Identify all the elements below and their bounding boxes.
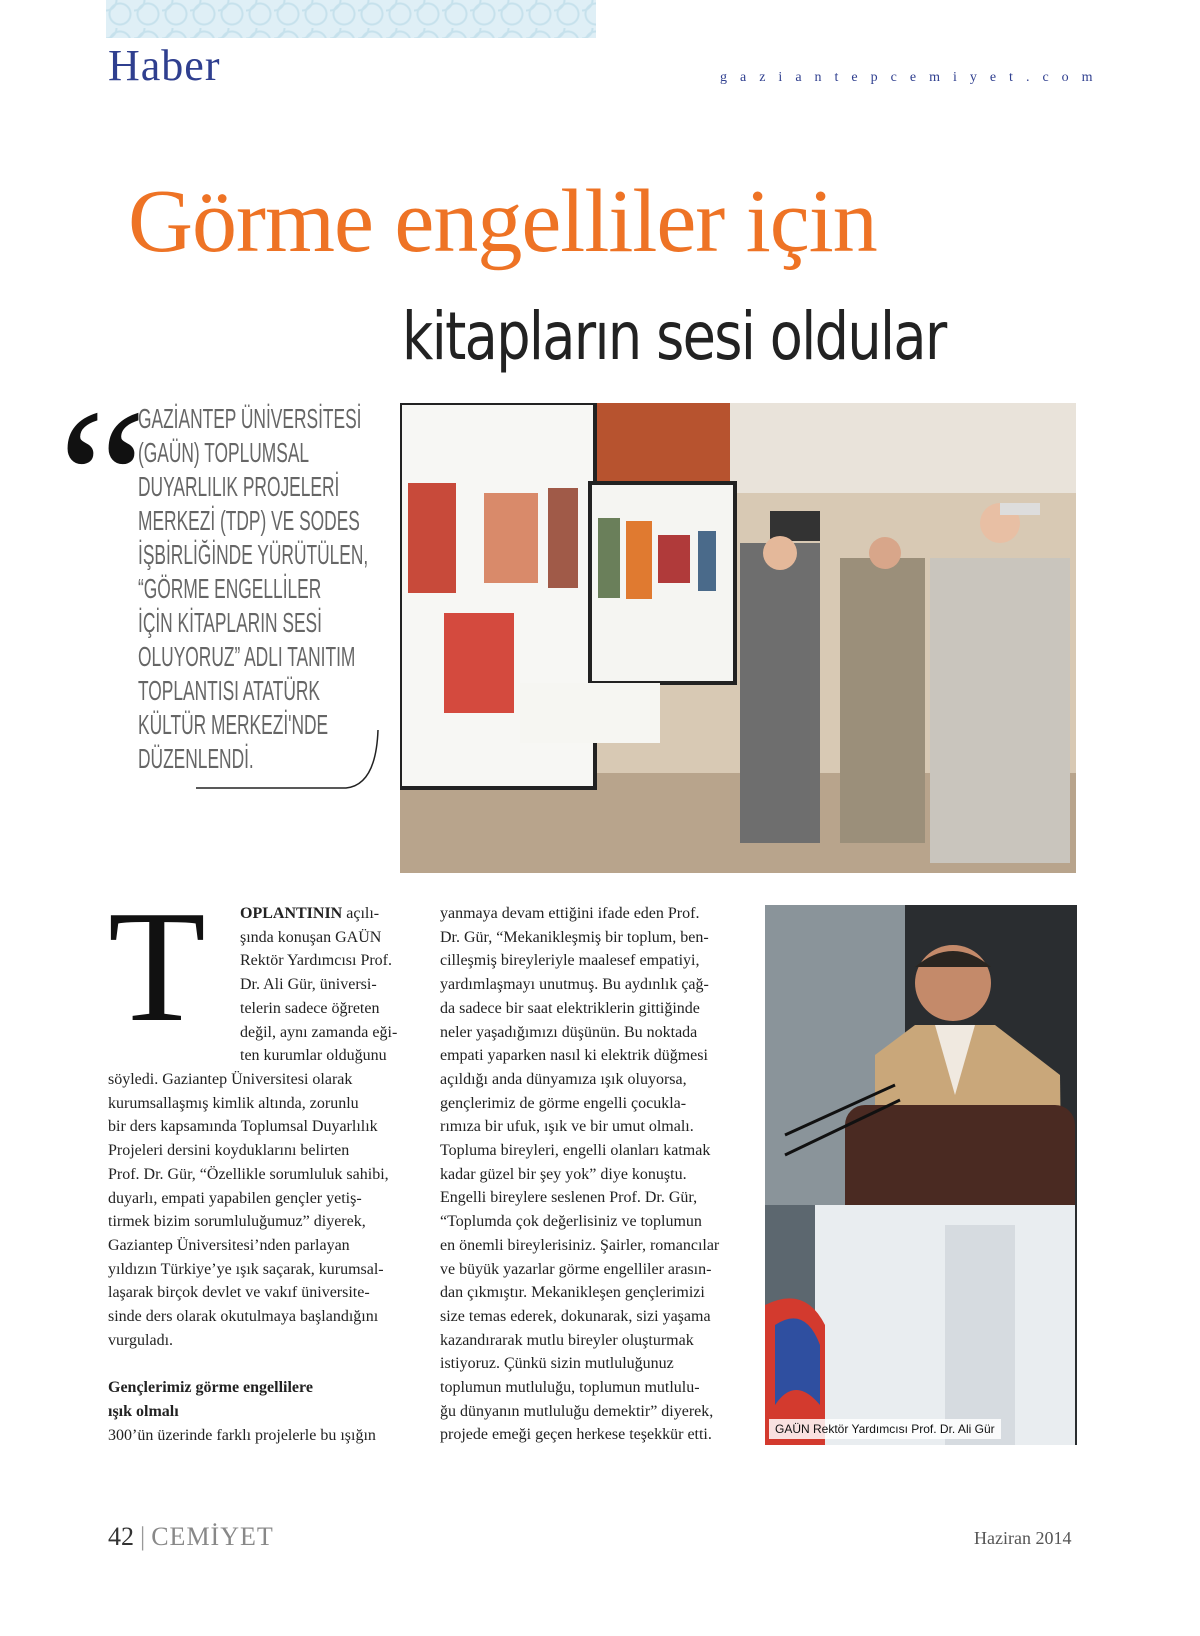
headline: Görme engelliler için [128, 172, 877, 271]
article-line: değil, aynı zamanda eği- [240, 1023, 398, 1041]
article-line: size temas ederek, dokunarak, sizi yaşama [440, 1307, 711, 1325]
subheadline: kitapların sesi oldular [402, 298, 946, 375]
article-line: şında konuşan GAÜN [240, 928, 382, 946]
intro-line: “GÖRME ENGELLİLER [138, 573, 322, 604]
article-line: en önemli bireylerisiniz. Şairler, romancılar [440, 1236, 720, 1254]
article-line: Dr. Gür, “Mekanikleşmiş bir toplum, ben- [440, 928, 709, 946]
article-line: Gaziantep Üniversitesi’nden parlayan [108, 1236, 350, 1254]
intro-line: TOPLANTISI ATATÜRK [138, 675, 320, 706]
article-line: vurguladı. [108, 1331, 174, 1349]
article-line: cilleşmiş bireyleriyle maalesef empatiyi, [440, 952, 700, 970]
article-line: Dr. Ali Gür, üniversi- [240, 976, 377, 994]
header-pattern [106, 0, 596, 38]
article-line: bir ders kapsamında Toplumsal Duyarlılık [108, 1118, 378, 1136]
article-line: açıldığı anda dünyamıza ışık oluyorsa, [440, 1070, 687, 1088]
article-line: Engelli bireylere seslenen Prof. Dr. Gür, [440, 1189, 698, 1207]
site-url[interactable]: gaziantepcemiyet.com [720, 70, 1106, 85]
intro-line: DUYARLILIK PROJELERİ [138, 471, 340, 502]
footer-page [108, 1522, 274, 1552]
article-line: ğu dünyanın mutluluğu demektir” diyerek, [440, 1402, 714, 1420]
speaker-photo [765, 905, 1077, 1445]
article-line: toplumun mutluluğu, toplumun mutlulu- [440, 1379, 700, 1397]
article-line: yıldızın Türkiye’ye ışık saçarak, kurumsal- [108, 1260, 384, 1278]
article-line: ten kurumlar olduğunu [240, 1047, 387, 1065]
article-line: Projeleri dersini koyduklarını belirten [108, 1142, 350, 1160]
article-column-1-top [240, 902, 397, 1068]
article-subheading: ışık olmalı [108, 1402, 179, 1420]
article-column-2 [440, 902, 719, 1447]
section-title: Haber [108, 41, 221, 90]
article-line: kurumsallaşmış kimlik altında, zorunlu [108, 1094, 359, 1112]
article-line: söyledi. Gaziantep Üniversitesi olarak [108, 1071, 353, 1088]
article-line: sinde ders olarak okutulmaya başlandığını [108, 1308, 379, 1326]
article-line: tirmek bizim sorumluluğumuz” diyerek, [108, 1213, 366, 1231]
intro-line: (GAÜN) TOPLUMSAL [138, 437, 310, 468]
article-line: Topluma bireyleri, engelli olanları katmak [440, 1142, 711, 1160]
intro-line: İÇİN KİTAPLARIN SESİ [138, 607, 322, 638]
footer-separator: | [140, 1522, 146, 1551]
article-line: rımıza bir ufuk, ışık ve bir umut olmalı. [440, 1118, 694, 1136]
article-line: dan çıkmıştır. Mekanikleşen gençlerimizi [440, 1284, 705, 1302]
article-line: yardımlaşmayı unutmuş. Bu aydınlık çağ- [440, 976, 709, 994]
article-line: projede emeği geçen herkese teşekkür etti. [440, 1426, 712, 1444]
magazine-name: CEMİYET [151, 1522, 274, 1551]
article-line: telerin sadece öğreten [240, 999, 380, 1017]
exhibition-photo [400, 403, 1076, 873]
article-line: ve büyük yazarlar görme engelliler arasın- [440, 1260, 712, 1278]
article-line: gençlerimiz de görme engelli çocukla- [440, 1094, 687, 1112]
intro-line: MERKEZİ (TDP) VE SODES [138, 505, 360, 536]
article-subheading: Gençlerimiz görme engellilere [108, 1379, 313, 1397]
article-spacer [108, 1352, 389, 1376]
article-line: duyarlı, empati yapabilen gençler yetiş- [108, 1189, 362, 1207]
intro-line: DÜZENLENDİ. [138, 743, 254, 774]
article-line: yanmaya devam ettiğini ifade eden Prof. [440, 905, 700, 922]
intro-line: İŞBİRLİĞİNDE YÜRÜTÜLEN, [138, 539, 369, 570]
article-line: neler yaşadığımızı düşünün. Bu noktada [440, 1023, 698, 1041]
article-line: laşarak birçok devlet ve vakıf üniversite- [108, 1284, 370, 1302]
article-line: OPLANTININ açılı- [240, 905, 380, 922]
intro-line: GAZİANTEP ÜNİVERSİTESİ [138, 403, 362, 434]
intro-line: OLUYORUZ” ADLI TANITIM [138, 641, 356, 672]
intro-curve-ornament [196, 730, 382, 790]
article-line: Rektör Yardımcısı Prof. [240, 952, 392, 970]
article-line: Prof. Dr. Gür, “Özellikle sorumluluk sahibi, [108, 1165, 389, 1183]
article-line: 300’ün üzerinde farklı projelerle bu ışığın [108, 1426, 376, 1444]
intro-summary [138, 402, 386, 776]
issue-date: Haziran 2014 [974, 1528, 1072, 1548]
quote-mark-icon: “ [58, 369, 147, 590]
article-line: kazandırarak mutlu bireyler oluşturmak [440, 1331, 694, 1349]
photo-caption: GAÜN Rektör Yardımcısı Prof. Dr. Ali Gür [769, 1419, 1001, 1439]
article-line: kadar güzel bir şey yok” diye konuştu. [440, 1165, 687, 1183]
article-line: empati yaparken nasıl ki elektrik düğmesi [440, 1047, 708, 1065]
page-number: 42 [108, 1522, 134, 1551]
article-column-1-bottom [108, 1068, 389, 1447]
dropcap: T [108, 877, 206, 1055]
intro-line: KÜLTÜR MERKEZİ'NDE [138, 709, 329, 740]
article-line: da sadece bir saat elektriklerin gittiğinde [440, 999, 700, 1017]
article-line: “Toplumda çok değerlisiniz ve toplumun [440, 1213, 702, 1231]
article-line: istiyoruz. Çünkü sizin mutluluğunuz [440, 1355, 674, 1373]
